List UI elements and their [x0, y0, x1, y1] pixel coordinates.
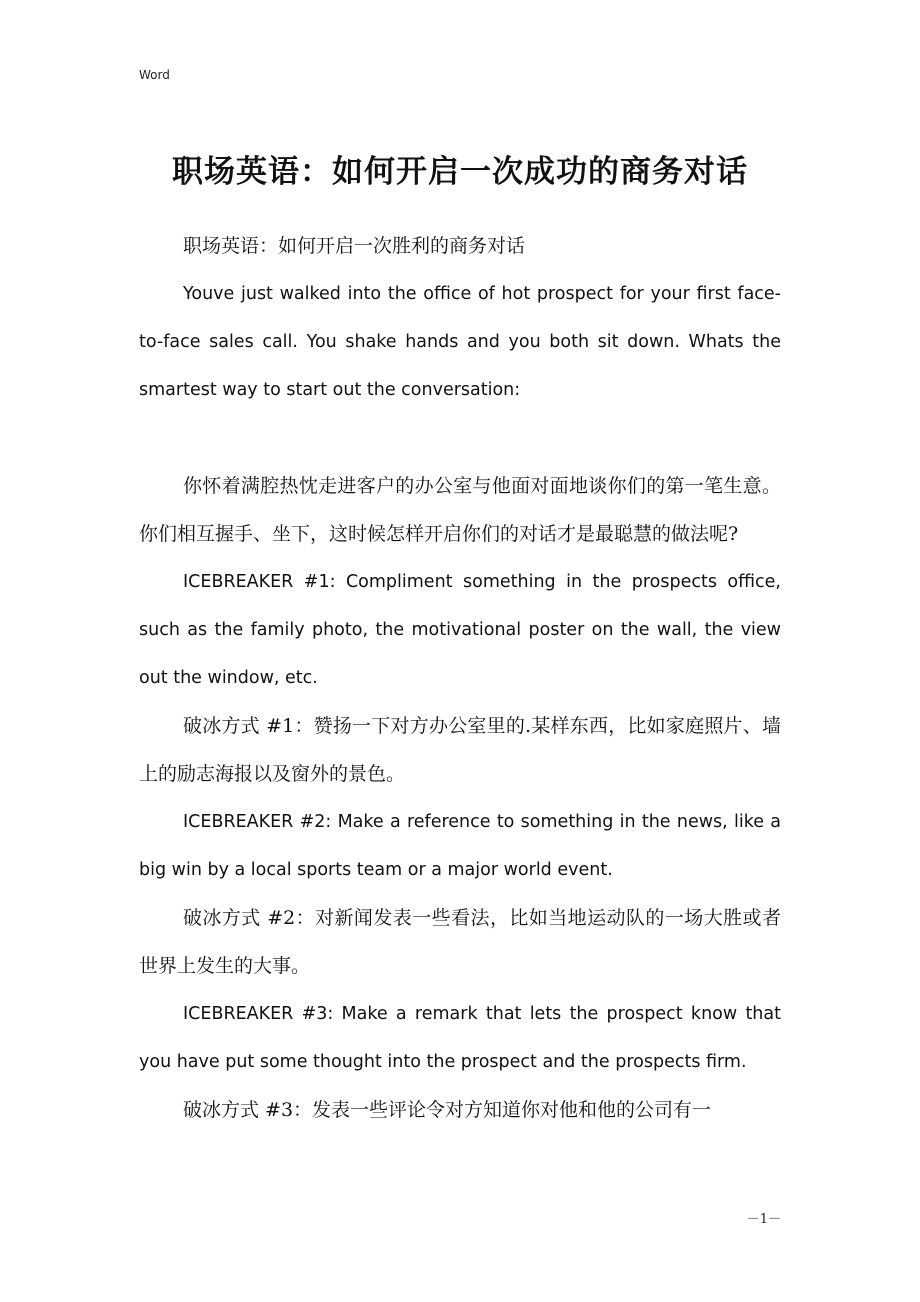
- paragraph-icebreaker-2-en: ICEBREAKER #2: Make a reference to something in the news, like a big win by a local sports team or a major world event.: [139, 812, 781, 880]
- paragraph-icebreaker-3-cn: 破冰方式 #3：发表一些评论令对方知道你对他和他的公司有一: [183, 1099, 712, 1121]
- document-body: [139, 222, 781, 1134]
- paragraph-icebreaker-3-en: ICEBREAKER #3: Make a remark that lets the prospect know that you have put some thought into the prospect and the prospects firm.: [139, 1004, 781, 1072]
- document-title: 职场英语：如何开启一次成功的商务对话: [172, 154, 748, 190]
- paragraph-icebreaker-1-en: ICEBREAKER #1: Compliment something in the prospects office, such as the family photo, the motivational poster on the wall, the view out the window, etc.: [139, 572, 781, 688]
- header-label: Word: [139, 68, 170, 82]
- page-number: －1－: [746, 1212, 781, 1227]
- blank-line: [139, 414, 781, 462]
- paragraph-intro-en: Youve just walked into the office of hot prospect for your first face-to-face sales call. You shake hands and you both sit down. Whats the smartest way to start out the conversation:: [139, 284, 781, 400]
- paragraph-icebreaker-1-cn: 破冰方式 #1：赞扬一下对方办公室里的.某样东西，比如家庭照片、墙上的励志海报以及窗外的景色。: [139, 715, 781, 785]
- paragraph-subtitle: 职场英语：如何开启一次胜利的商务对话: [183, 235, 526, 257]
- paragraph-intro-cn: 你怀着满腔热忱走进客户的办公室与他面对面地谈你们的第一笔生意。你们相互握手、坐下，这时候怎样开启你们的对话才是最聪慧的做法呢?: [139, 475, 781, 545]
- paragraph-icebreaker-2-cn: 破冰方式 #2：对新闻发表一些看法，比如当地运动队的一场大胜或者世界上发生的大事。: [139, 907, 781, 977]
